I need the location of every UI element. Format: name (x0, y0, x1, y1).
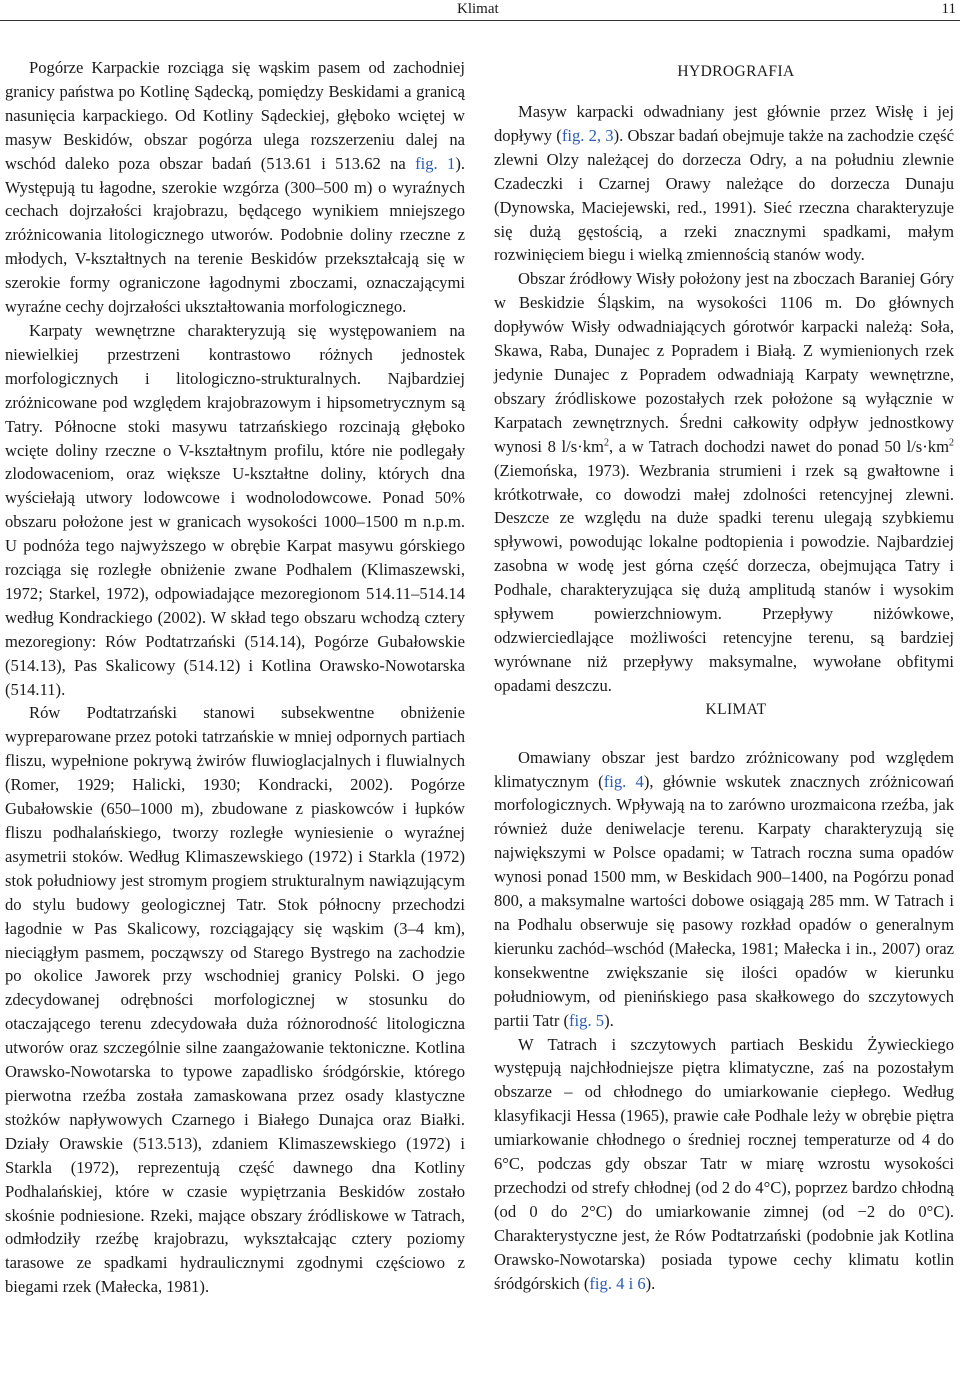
page-number: 11 (941, 1, 956, 17)
section-heading-klimat: KLIMAT (705, 700, 767, 718)
left-column (5, 56, 465, 1299)
paragraph-pogorze: Pogórze Karpackie rozciąga się wąskim pasem od zachodniej granicy państwa po Kotlinę Sądecką, pomiędzy Beskidami a granicą nasunięcia karpackiego. Od Kotliny Sądeckiej, głęboko wciętej w masyw Beskidów, obszar pogórza ulega rozszerzeniu dalej na wschód daleko poza obszar badań (513.61 i 513.62 na fig. 1). Występują tu łagodne, szerokie wzgórza (300–500 m) o wyraźnych cechach dojrzałości krajobrazu, będącego wynikiem mniejszego zróżnicowania litologicznego utworów. Podobnie doliny rzeczne z młodych, V-kształtnych na terenie Beskidów przekształcają się w szerokie formy ograniczone łagodnymi zboczami, oznaczającymi wyraźne cechy dojrzałości ukształtowania morfologicznego. (5, 58, 465, 317)
figure-link[interactable]: fig. 4 i 6 (589, 1273, 646, 1293)
paragraph-klimat-2: W Tatrach i szczytowych partiach Beskidu Żywieckiego występują najchłodniejsze piętra klimatyczne, zaś na pozostałym obszarze – od chłodnego do umiarkowanie ciepłego. Według klasyfikacji Hessa (1965), prawie całe Podhale leży w obrębie piętra umiarkowanie chłodnego o średniej rocznej temperaturze od 4 do 6°C, podczas gdy obszar Tatr w miarę wzrostu wysokości przechodzi od strefy chłodnej (od 2 do 4°C), poprzez bardzo chłodną (od 0 do 2°C) do umiarkowanie zimnej (od −2 do 0°C). Charakterystyczne jest, że Rów Podtatrzański (podobnie jak Kotlina Orawsko-Nowotarska) posiada typowe cechy klimatu kotlin śródgórskich (fig. 4 i 6). (494, 1034, 954, 1293)
figure-link[interactable]: fig. 1 (415, 153, 456, 173)
section-heading-hydrografia: HYDROGRAFIA (677, 63, 795, 80)
paragraph-row-podtatrzanski: Rów Podtatrzański stanowi subsekwentne obniżenie wypreparowane przez potoki tatrzańskie w mniej odpornych partiach fliszu, wypełnione pokrywą żwirów fluwioglacjalnych i fluwialnych (Romer, 1929; Halicki, 1930; Kondracki, 2002). Pogórze Gubałowskie (650–1000 m), zbudowane z piaskowców i łupków fliszu podhalańskiego, tworzy rozległe wyniesienie o wyraźnej asymetrii stoków. Według Klimaszewskiego (1972) i Starkla (1972) stok południowy jest stromym progiem strukturalnym nawiązującym do stylu budowy geologicznej Tatr. Stok północny przechodzi łagodnie w Pas Skalicowy, rozciągający się wąskim (3–4 km), nieciągłym pasmem, począwszy od Starego Bystrego na zachodzie po okolice Jaworek przy wschodniej granicy Polski. O jego zdecydowanej odrębności morfologicznej w stosunku do otaczającego terenu zdecydowała duża różnorodność litologiczna utworów oraz szczególnie silne zaangażowanie tektoniczne. Kotlina Orawsko-Nowotarska to typowe zapadlisko śródgórskie, którego pierwotna rzeźba została zamaskowana przez osady klastyczne stożków napływowych Czarnego i Białego Dunajca oraz Białki. Działy Orawskie (513.513), zdaniem Klimaszewskiego (1972) i Starkla (1972), reprezentują część dawnego dna Kotliny Podhalańskiej, które w czasie wypiętrzania Beskidów zostało skośnie podniesione. Rzeki, mające obszary źródliskowe w Tatrach, odmłodziły rzeźbę krajobrazu, wykształcając cztery poziomy tarasowe ze spadkami hydraulicznymi zgodnymi częściowo z biegami rzek (Małecka, 1981). (5, 703, 465, 1297)
paragraph-karpaty-wewnetrzne: Karpaty wewnętrzne charakteryzują się występowaniem na niewielkiej przestrzeni kontrastowo różnych jednostek morfologicznych i litologiczno-strukturalnych. Najbardziej zróżnicowane pod względem krajobrazowym i hipsometrycznym są Tatry. Północne stoki masywu tatrzańskiego rozcinają głęboko wcięte doliny rzeczne o V-kształtnym profilu, które nie podlegały zlodowaceniom, oraz większe U-kształtne doliny, których dna wyściełają utwory lodowcowe i wodnolodowcowe. Ponad 50% obszaru położone jest w granicach wysokości 1000–1500 m n.p.m. U podnóża tego najwyższego w obrębie Karpat masywu górskiego rozciąga się rozległe obniżenie zwane Podhalem (Klimaszewski, 1972; Starkel, 1972), odpowiadające mezoregionom 514.11–514.14 według Kondrackiego (2002). W skład tego obszaru wchodzą cztery mezoregiony: Rów Podtatrzański (514.14), Pogórze Gubałowskie (514.13), Pas Skalicowy (514.12) i Kotlina Orawsko-Nowotarska (514.11). (5, 320, 465, 699)
paragraph-klimat-1: Omawiany obszar jest bardzo zróżnicowany pod względem klimatycznym (fig. 4), głównie wskutek znacznych zróżnicowań morfologicznych. Wpływają na to zarówno urozmaicona rzeźba, jak również duże deniwelacje terenu. Karpaty charakteryzują się największymi w Polsce opadami; w Tatrach roczna suma opadów wynosi ponad 1500 mm, w Beskidach 900–1400, na Pogórzu ponad 800, a maksymalne wartości dobowe osiągają 285 mm. W Tatrach i na Podhalu obserwuje się pasowy rozkład opadów o generalnym kierunku zachód–wschód (Małecka, 1981; Małecka i in., 2007) oraz konsekwentne zwiększanie się ilości opadów w kierunku południowym, od pienińskiego pasa skałkowego do szczytowych partii Tatr (fig. 5). (494, 747, 954, 1030)
running-header (0, 0, 960, 21)
header-title: Klimat (457, 1, 499, 17)
figure-link[interactable]: fig. 4 (603, 771, 644, 791)
right-column (494, 60, 954, 1296)
figure-link[interactable]: fig. 2, 3 (561, 125, 614, 145)
figure-link[interactable]: fig. 5 (569, 1010, 605, 1030)
paragraph-hydrografia-2: Obszar źródłowy Wisły położony jest na zboczach Baraniej Góry w Beskidzie Śląskim, na wysokości 1106 m. Do głównych dopływów Wisły odwadniających górotwór karpacki należą: Soła, Skawa, Raba, Dunajec z Popradem i Białą. Z wymienionych rzek jedynie Dunajec z Popradem odwadniają Karpaty wewnętrzne, obszary źródliskowe pozostałych rzek położone są wyłącznie w Karpatach zewnętrznych. Średni całkowity odpływ jednostkowy wynosi 8 $l/s\cdot km^2$, a w Tatrach dochodzi nawet do ponad 50 $l/s\cdot km^2$ (Ziemońska, 1973). Wezbrania strumieni i rzek są gwałtowne i krótkotrwałe, co dowodzi małej zdolności retencyjnej zlewni. Deszcze ze względu na duże spadki terenu ulegają szybkiemu spływowi, powodując lokalne podtopienia i powodzie. Najbardziej zasobna w wodę jest górna część dorzecza, obejmująca Tatry i Podhale, charakteryzująca się dużą amplitudą stanów i wysokim spływem powierzchniowym. Przepływy niżówkowe, odzwierciedlające możliwości retencyjne terenu, są bardziej wyrównane niż przepływy maksymalne, wywołane obfitymi opadami deszczu. (494, 269, 954, 695)
paragraph-hydrografia-1: Masyw karpacki odwadniany jest głównie przez Wisłę i jej dopływy (fig. 2, 3). Obszar badań obejmuje także na zachodzie część zlewni Olzy należącej do dorzecza Odry, a na południu zlewnie Czadeczki i Czarnej Orawy należące do dorzecza Dunaju (Dynowska, Maciejewski, red., 1991). Sieć rzeczna charakteryzuje się dużą gęstością, a rzeki znacznymi spadkami, małym rozwinięciem biegu i wielką zmiennością stanów wody. (494, 102, 954, 265)
